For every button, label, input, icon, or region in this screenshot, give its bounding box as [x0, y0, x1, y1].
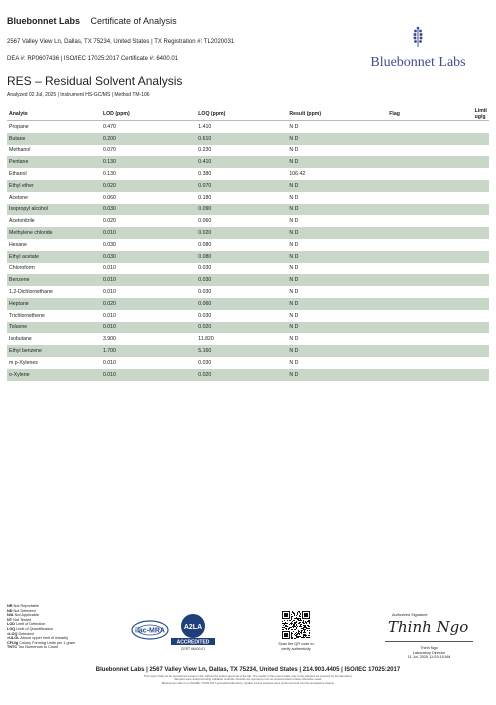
signature-date: 11 Jul, 2025 11:03:19 AM: [407, 655, 451, 660]
svg-text:CERT #6400.01: CERT #6400.01: [180, 647, 206, 651]
legend-item: NR Not Reportable: [7, 604, 40, 608]
cell-loq: 0.030: [198, 265, 212, 272]
table-row: [7, 286, 489, 298]
cell-flag: [371, 192, 456, 204]
cell-limit: [457, 168, 489, 180]
table-row: [7, 227, 489, 239]
cell-flag: [371, 180, 456, 192]
legend-item: ND Not Detected: [7, 608, 36, 613]
cell-analyte: Isobutane: [9, 336, 32, 343]
cell-limit: [457, 310, 489, 322]
cell-loq: 0.030: [180, 274, 271, 286]
cell-loq: 0.030: [198, 359, 212, 366]
cell-result: N D: [271, 345, 371, 357]
cell-lod: 0.130: [85, 156, 180, 168]
legend-item: LOD Limit of Detection: [7, 622, 46, 627]
cell-limit: [457, 145, 489, 157]
table-row: [7, 345, 489, 357]
cell-loq: 0.080: [180, 251, 271, 263]
cell-analyte: Heptane: [7, 298, 85, 310]
cell-loq: 0.180: [198, 194, 212, 201]
cell-lod: 0.060: [102, 194, 116, 201]
legend-item: >ULOL Above upper limit of linearity: [7, 636, 69, 641]
signatory-info: [383, 646, 475, 660]
cell-result: N D: [271, 322, 371, 334]
cell-lod: 0.070: [102, 147, 116, 154]
cell-analyte: Acetonitrile: [9, 218, 35, 225]
cell-result: N D: [271, 156, 371, 168]
table-row: [7, 310, 489, 322]
table-row: [7, 239, 489, 251]
qr-caption: Scan the QR code to verify authenticity: [278, 642, 314, 651]
table-row: [7, 168, 489, 180]
cell-limit: [457, 274, 489, 286]
cell-limit: [457, 133, 489, 145]
cell-analyte: Methanol: [9, 147, 31, 154]
cell-analyte: Ethyl ether: [7, 180, 85, 192]
table-row: [7, 357, 489, 369]
cell-lod: 0.010: [102, 289, 116, 296]
cell-loq: 5.160: [180, 345, 271, 357]
svg-text:ACCREDITED: ACCREDITED: [176, 639, 210, 646]
signatory-name: Thinh Ngo: [420, 646, 438, 650]
signature-image: Thinh Ngo: [388, 618, 469, 636]
cell-loq: 0.020: [180, 322, 271, 334]
cell-lod: 0.030: [85, 251, 180, 263]
lab-logo: [348, 26, 488, 71]
results-table: [7, 108, 489, 381]
cell-result: N D: [289, 123, 299, 130]
col-header-limit: Limit ug/g: [457, 108, 489, 121]
verification-qr-code[interactable]: [282, 611, 310, 639]
legend-item: NT Not Tested: [7, 617, 32, 622]
cell-lod: 0.020: [102, 218, 116, 225]
cell-analyte: Butane: [7, 133, 85, 145]
bluebonnet-flower-icon: [407, 26, 429, 48]
table-row: [7, 145, 489, 157]
report-subtitle: Analyzed 02 Jul, 2025 | Instrument HS-GC/MS | Method TM-106: [7, 92, 150, 98]
cell-analyte: 1,2-Dichloroethane: [9, 289, 53, 296]
svg-text:A2LA: A2LA: [183, 624, 203, 631]
cell-loq: 0.380: [198, 171, 212, 178]
cell-limit: [457, 180, 489, 192]
cell-result: N D: [289, 241, 299, 248]
cell-flag: [371, 133, 456, 145]
table-row: [7, 180, 489, 192]
cell-loq: 0.080: [198, 241, 212, 248]
cell-lod: 0.010: [85, 274, 180, 286]
cell-lod: 0.010: [85, 227, 180, 239]
cell-limit: [457, 298, 489, 310]
col-header-result: Result (ppm): [271, 108, 371, 121]
cell-lod: 3.900: [102, 336, 116, 343]
cell-analyte: Ethyl acetate: [7, 251, 85, 263]
cell-result: N D: [289, 218, 299, 225]
table-row: [7, 215, 489, 227]
cell-limit: [457, 156, 489, 168]
cell-result: N D: [271, 274, 371, 286]
cell-limit: [457, 322, 489, 334]
cell-limit: [457, 369, 489, 381]
cell-analyte: Trichloroethene: [9, 312, 45, 319]
lab-name: Bluebonnet Labs: [7, 16, 81, 26]
cell-result: 106.42: [289, 171, 306, 178]
cell-lod: 1.700: [85, 345, 180, 357]
cell-lod: 0.010: [102, 265, 116, 272]
cell-limit: [457, 263, 489, 275]
cell-flag: [371, 310, 456, 322]
cell-result: N D: [289, 289, 299, 296]
cell-limit: [457, 192, 489, 204]
cell-analyte: Pentane: [7, 156, 85, 168]
cell-loq: 0.070: [180, 180, 271, 192]
logo-text: Bluebonnet Labs: [370, 55, 466, 70]
cell-analyte: Acetone: [9, 194, 29, 201]
cell-analyte: Ethanol: [9, 171, 27, 178]
table-row: [7, 156, 489, 168]
cell-result: N D: [289, 312, 299, 319]
legend-item: <LOQ Detected: [7, 631, 34, 636]
cell-flag: [371, 286, 456, 298]
cell-result: N D: [271, 133, 371, 145]
cell-loq: 0.610: [180, 133, 271, 145]
table-row: [7, 192, 489, 204]
cell-analyte: m p-Xylenes: [9, 359, 38, 366]
table-row: [7, 298, 489, 310]
cell-flag: [371, 357, 456, 369]
signatory-role: Laboratory Director: [412, 650, 446, 655]
cell-flag: [371, 333, 456, 345]
cell-analyte: Ethyl benzene: [7, 345, 85, 357]
cell-limit: [457, 215, 489, 227]
cell-flag: [371, 322, 456, 334]
cell-result: N D: [289, 147, 299, 154]
cell-flag: [371, 251, 456, 263]
table-row: [7, 204, 489, 216]
cell-flag: [371, 263, 456, 275]
table-row: [7, 369, 489, 381]
legend-item: N/A Not Applicable: [7, 613, 39, 618]
cell-flag: [371, 227, 456, 239]
lab-certifications: DEA #: RP0607436 | ISO/IEC 17025:2017 Certificate #: 6400.01: [7, 56, 179, 62]
col-header-analyte: Analyte: [7, 108, 85, 121]
cell-result: N D: [289, 194, 299, 201]
cell-loq: 1.410: [198, 123, 212, 130]
cell-result: N D: [289, 336, 299, 343]
cell-limit: [457, 345, 489, 357]
legend-item: CFU/g Colony Forming Units per 1 gram: [7, 640, 76, 645]
cell-limit: [457, 357, 489, 369]
cell-loq: 0.030: [198, 312, 212, 319]
cell-result: N D: [289, 359, 299, 366]
cell-limit: [457, 121, 489, 133]
table-row: [7, 133, 489, 145]
cell-flag: [371, 156, 456, 168]
col-header-flag: Flag: [371, 108, 456, 121]
cell-result: N D: [289, 265, 299, 272]
table-header-row: [7, 108, 489, 121]
table-row: [7, 251, 489, 263]
cell-analyte: Propane: [9, 123, 29, 130]
cell-lod: 0.130: [102, 171, 116, 178]
cell-analyte: Benzene: [7, 274, 85, 286]
cell-analyte: Toluene: [7, 322, 85, 334]
cell-flag: [371, 298, 456, 310]
cell-result: N D: [271, 227, 371, 239]
cell-flag: [371, 168, 456, 180]
legend-item: TNTC Too Numerous to Count: [7, 645, 59, 650]
cell-flag: [371, 215, 456, 227]
document-type: Certificate of Analysis: [90, 16, 177, 26]
report-title: RES – Residual Solvent Analysis: [7, 74, 183, 88]
cell-loq: 0.030: [198, 289, 212, 296]
cell-loq: 0.020: [180, 369, 271, 381]
cell-lod: 0.470: [102, 123, 116, 130]
cell-result: N D: [271, 369, 371, 381]
table-row: [7, 322, 489, 334]
cell-limit: [457, 251, 489, 263]
cell-lod: 0.010: [85, 322, 180, 334]
ilac-mra-logo: [130, 616, 170, 644]
cell-flag: [371, 345, 456, 357]
cell-flag: [371, 369, 456, 381]
cell-analyte: Chloroform: [9, 265, 35, 272]
cell-analyte: Hexane: [9, 241, 27, 248]
cell-limit: [457, 204, 489, 216]
cell-flag: [371, 145, 456, 157]
cell-loq: 0.060: [180, 298, 271, 310]
cell-lod: 0.030: [102, 241, 116, 248]
col-header-loq: LOQ (ppm): [180, 108, 271, 121]
cell-limit: [457, 239, 489, 251]
cell-lod: 0.030: [85, 204, 180, 216]
a2la-accredited-logo: [170, 612, 216, 652]
cell-result: N D: [271, 180, 371, 192]
cell-lod: 0.010: [102, 312, 116, 319]
cell-limit: [457, 286, 489, 298]
cell-loq: 0.230: [198, 147, 212, 154]
cell-lod: 0.010: [102, 359, 116, 366]
cell-result: N D: [271, 298, 371, 310]
cell-flag: [371, 274, 456, 286]
footer-disclaimer: This report shall not be reproduced except in full, without the written approval of the lab. The results in this report relate only to the samples as received by the laboratory. Samples were analyzed using validated methods. Results are reported on an as-received basis unless otherwise noted. Bluebonnet Labs is an ISO/IEC 17025:2017 accredited laboratory. Quality control samples were performed and met the acceptance criteria.: [143, 674, 353, 685]
footer-contact: Bluebonnet Labs | 2567 Valley View Ln, Dallas, TX 75234, United States | 214.903.4405 | ISO/IEC 17025:2017: [95, 667, 401, 673]
legend-item: LOQ Limit of Quantification: [7, 626, 53, 631]
cell-lod: 0.010: [85, 369, 180, 381]
cell-result: N D: [271, 251, 371, 263]
col-header-lod: LOD (ppm): [85, 108, 180, 121]
cell-analyte: Isopropyl alcohol: [7, 204, 85, 216]
cell-flag: [371, 239, 456, 251]
cell-analyte: Methylene chloride: [7, 227, 85, 239]
lab-address: 2567 Valley View Ln, Dallas, TX 75234, United States | TX Registration #: TL2020031: [7, 39, 235, 45]
cell-limit: [457, 333, 489, 345]
cell-loq: 0.020: [180, 227, 271, 239]
cell-lod: 0.020: [85, 180, 180, 192]
signature-line: [385, 641, 473, 642]
header-title-line: [7, 16, 177, 26]
cell-flag: [371, 121, 456, 133]
table-row: [7, 263, 489, 275]
svg-text:ilac-MRA: ilac-MRA: [135, 627, 165, 635]
table-row: [7, 333, 489, 345]
table-row: [7, 121, 489, 133]
cell-loq: 11.820: [198, 336, 214, 343]
cell-lod: 0.020: [85, 298, 180, 310]
cell-loq: 0.060: [198, 218, 212, 225]
cell-loq: 0.410: [180, 156, 271, 168]
cell-limit: [457, 227, 489, 239]
cell-lod: 0.200: [85, 133, 180, 145]
table-row: [7, 274, 489, 286]
abbreviation-legend: [7, 604, 75, 650]
signature-label: Authorized Signature: [392, 613, 428, 617]
cell-loq: 0.090: [180, 204, 271, 216]
cell-flag: [371, 204, 456, 216]
cell-analyte: o-Xylene: [7, 369, 85, 381]
cell-result: N D: [271, 204, 371, 216]
